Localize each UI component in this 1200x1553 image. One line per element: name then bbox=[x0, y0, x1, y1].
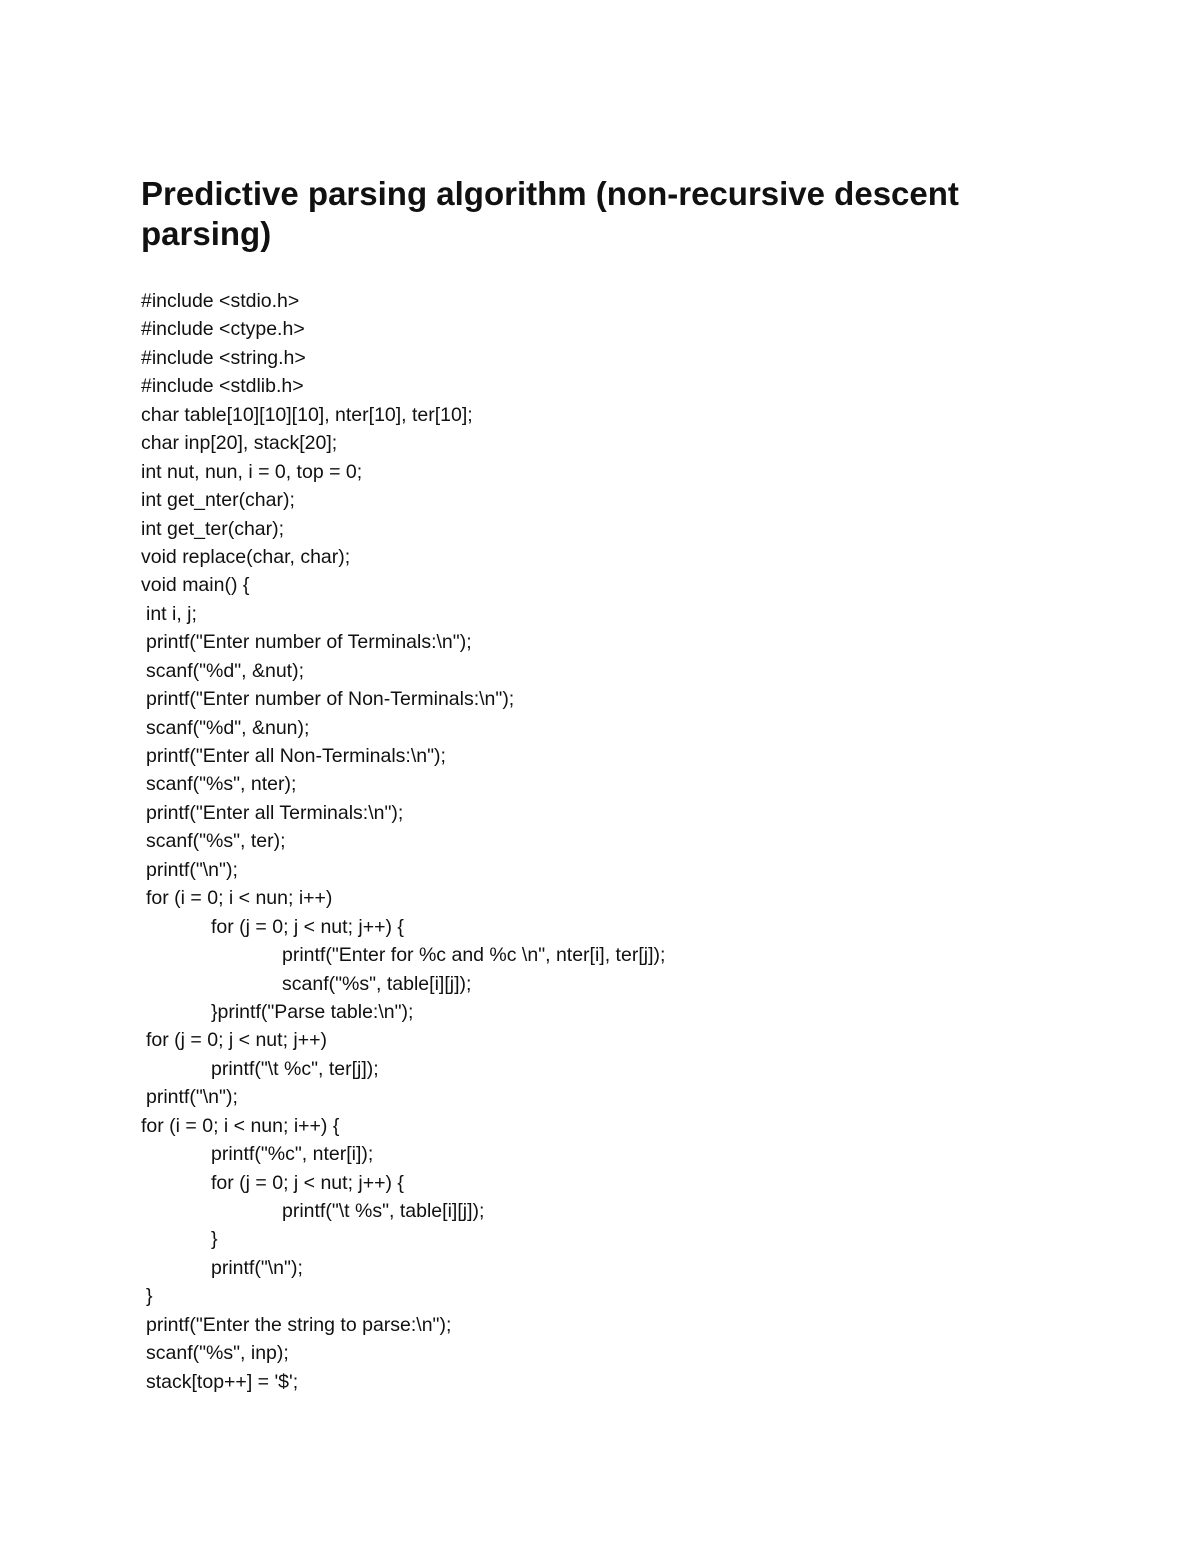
code-line: printf("%c", nter[i]); bbox=[211, 1143, 374, 1166]
code-line: for (j = 0; j < nut; j++) { bbox=[211, 915, 404, 938]
code-line: }printf("Parse table:\n"); bbox=[211, 1000, 414, 1023]
code-line: printf("Enter number of Non-Terminals:\n"); bbox=[146, 688, 515, 711]
code-line: printf("\n"); bbox=[211, 1256, 303, 1279]
code-line: scanf("%s", ter); bbox=[146, 830, 286, 853]
code-line: char inp[20], stack[20]; bbox=[141, 432, 338, 455]
code-line: printf("Enter all Terminals:\n"); bbox=[146, 801, 404, 824]
code-line: scanf("%s", table[i][j]); bbox=[282, 972, 472, 995]
code-line: scanf("%d", &nun); bbox=[146, 716, 310, 739]
code-line: void main() { bbox=[141, 574, 250, 597]
code-line: #include <stdio.h> bbox=[141, 290, 300, 312]
code-line: for (j = 0; j < nut; j++) bbox=[146, 1029, 328, 1052]
code-line: scanf("%s", nter); bbox=[146, 773, 297, 796]
code-line: int nut, nun, i = 0, top = 0; bbox=[141, 460, 363, 483]
code-line: #include <string.h> bbox=[141, 346, 306, 369]
code-line: } bbox=[211, 1228, 218, 1251]
code-line: for (i = 0; i < nun; i++) bbox=[146, 887, 333, 910]
code-line: } bbox=[146, 1285, 153, 1308]
code-line: printf("Enter the string to parse:\n"); bbox=[146, 1313, 452, 1336]
code-line: printf("\n"); bbox=[146, 1086, 238, 1109]
code-block bbox=[141, 287, 665, 1396]
page-title: Predictive parsing algorithm (non-recursive descent parsing) bbox=[141, 175, 959, 252]
code-line: int i, j; bbox=[146, 602, 197, 625]
code-line: printf("\t %c", ter[j]); bbox=[211, 1057, 379, 1080]
code-line: printf("Enter for %c and %c \n", nter[i], ter[j]); bbox=[282, 944, 666, 967]
code-line: printf("\n"); bbox=[146, 858, 238, 881]
code-line: int get_ter(char); bbox=[141, 517, 285, 540]
code-line: scanf("%s", inp); bbox=[146, 1342, 289, 1365]
code-line: printf("Enter all Non-Terminals:\n"); bbox=[146, 745, 446, 767]
code-line: #include <stdlib.h> bbox=[141, 375, 304, 398]
code-line: for (i = 0; i < nun; i++) { bbox=[141, 1114, 340, 1137]
code-line: scanf("%d", &nut); bbox=[146, 659, 304, 682]
code-line: for (j = 0; j < nut; j++) { bbox=[211, 1171, 404, 1194]
code-line: stack[top++] = '$'; bbox=[146, 1370, 299, 1393]
code-line: printf("\t %s", table[i][j]); bbox=[282, 1200, 485, 1222]
code-line: void replace(char, char); bbox=[141, 545, 351, 568]
code-line: printf("Enter number of Terminals:\n"); bbox=[146, 631, 472, 654]
code-line: int get_nter(char); bbox=[141, 489, 295, 512]
code-line: #include <ctype.h> bbox=[141, 318, 305, 341]
code-line: char table[10][10][10], nter[10], ter[10]; bbox=[141, 403, 473, 426]
